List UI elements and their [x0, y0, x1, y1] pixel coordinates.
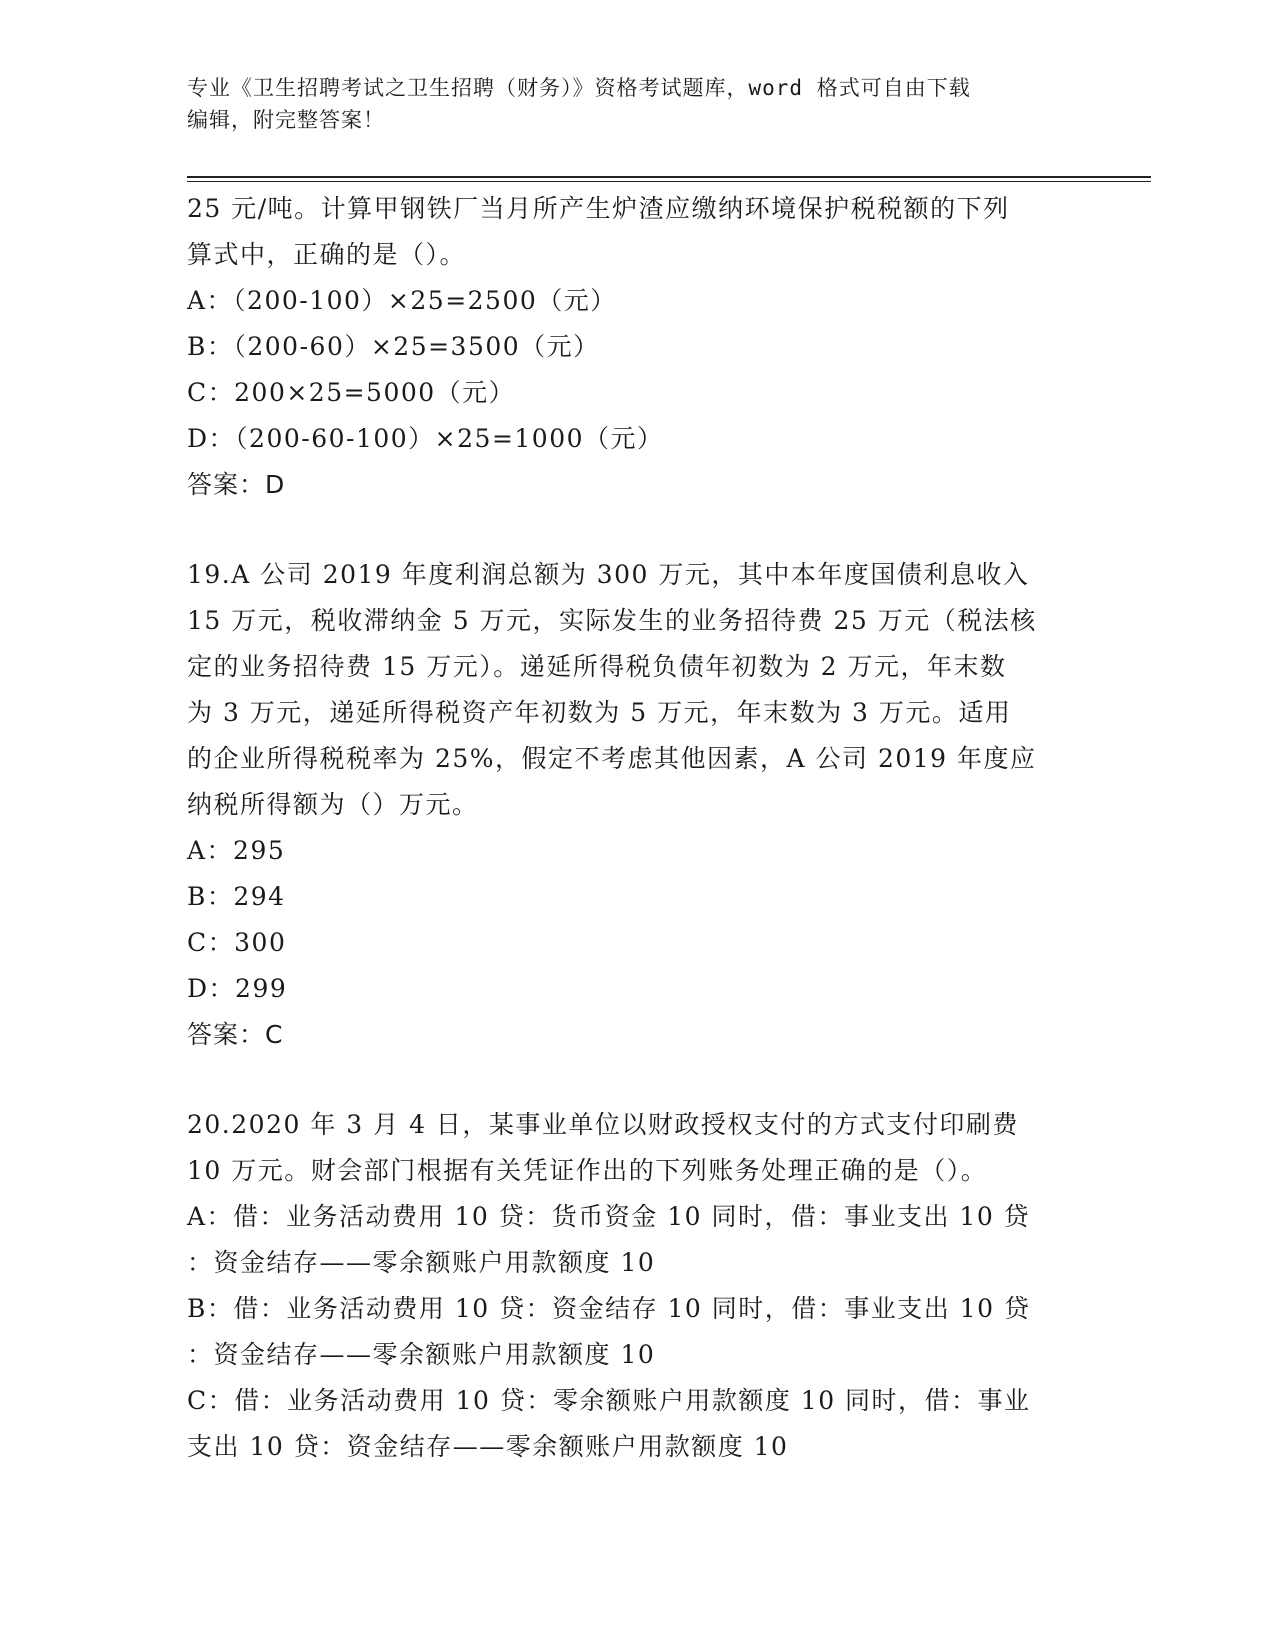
option-c-continued: 支出 10 贷：资金结存——零余额账户用款额度 10 — [187, 1432, 789, 1461]
option-d: D：（200-60-100）×25=1000（元） — [187, 424, 664, 453]
option-a: A：借：业务活动费用 10 贷：货币资金 10 同时，借：事业支出 10 贷 — [187, 1202, 1031, 1231]
answer-line: 答案：D — [187, 470, 286, 499]
question-stem-line: 19.A 公司 2019 年度利润总额为 300 万元，其中本年度国债利息收入 — [187, 560, 1030, 589]
question-stem-line: 定的业务招待费 15 万元）。递延所得税负债年初数为 2 万元，年末数 — [187, 652, 1007, 681]
option-b: B：借：业务活动费用 10 贷：资金结存 10 同时，借：事业支出 10 贷 — [187, 1294, 1031, 1323]
question-stem-line: 25 元/吨。计算甲钢铁厂当月所产生炉渣应缴纳环境保护税税额的下列 — [187, 194, 1010, 223]
question-18 — [187, 186, 1087, 508]
document-header — [187, 72, 1067, 136]
question-stem-line: 的企业所得税税率为 25%，假定不考虑其他因素，A 公司 2019 年度应 — [187, 744, 1037, 773]
question-stem-line: 15 万元，税收滞纳金 5 万元，实际发生的业务招待费 25 万元（税法核 — [187, 606, 1037, 635]
spacer — [187, 508, 1087, 552]
question-stem-line: 纳税所得额为（）万元。 — [187, 790, 479, 819]
spacer — [187, 1058, 1087, 1102]
question-20 — [187, 1102, 1087, 1470]
option-a: A：295 — [187, 836, 286, 865]
header-rule-thin — [187, 181, 1151, 182]
header-line-2: 编辑，附完整答案！ — [187, 108, 385, 132]
question-stem-line: 10 万元。财会部门根据有关凭证作出的下列账务处理正确的是（）。 — [187, 1156, 988, 1185]
header-line-1: 专业《卫生招聘考试之卫生招聘（财务）》资格考试题库，word 格式可自由下载 — [187, 76, 971, 100]
option-b: B：（200-60）×25=3500（元） — [187, 332, 600, 361]
document-body — [187, 186, 1087, 1470]
option-d: D：299 — [187, 974, 288, 1003]
option-b-continued: ：资金结存——零余额账户用款额度 10 — [187, 1340, 656, 1369]
option-c: C：300 — [187, 928, 287, 957]
option-a: A：（200-100）×25=2500（元） — [187, 286, 617, 315]
question-stem-line: 为 3 万元，递延所得税资产年初数为 5 万元，年末数为 3 万元。适用 — [187, 698, 1012, 727]
answer-line: 答案：C — [187, 1020, 284, 1049]
question-19 — [187, 552, 1087, 1058]
option-a-continued: ：资金结存——零余额账户用款额度 10 — [187, 1248, 656, 1277]
option-b: B：294 — [187, 882, 286, 911]
option-c: C：200×25=5000（元） — [187, 378, 516, 407]
header-rule-thick — [187, 176, 1151, 178]
question-stem-line: 算式中，正确的是（）。 — [187, 240, 467, 269]
question-stem-line: 20.2020 年 3 月 4 日，某事业单位以财政授权支付的方式支付印刷费 — [187, 1110, 1019, 1139]
option-c: C：借：业务活动费用 10 贷：零余额账户用款额度 10 同时，借：事业 — [187, 1386, 1031, 1415]
